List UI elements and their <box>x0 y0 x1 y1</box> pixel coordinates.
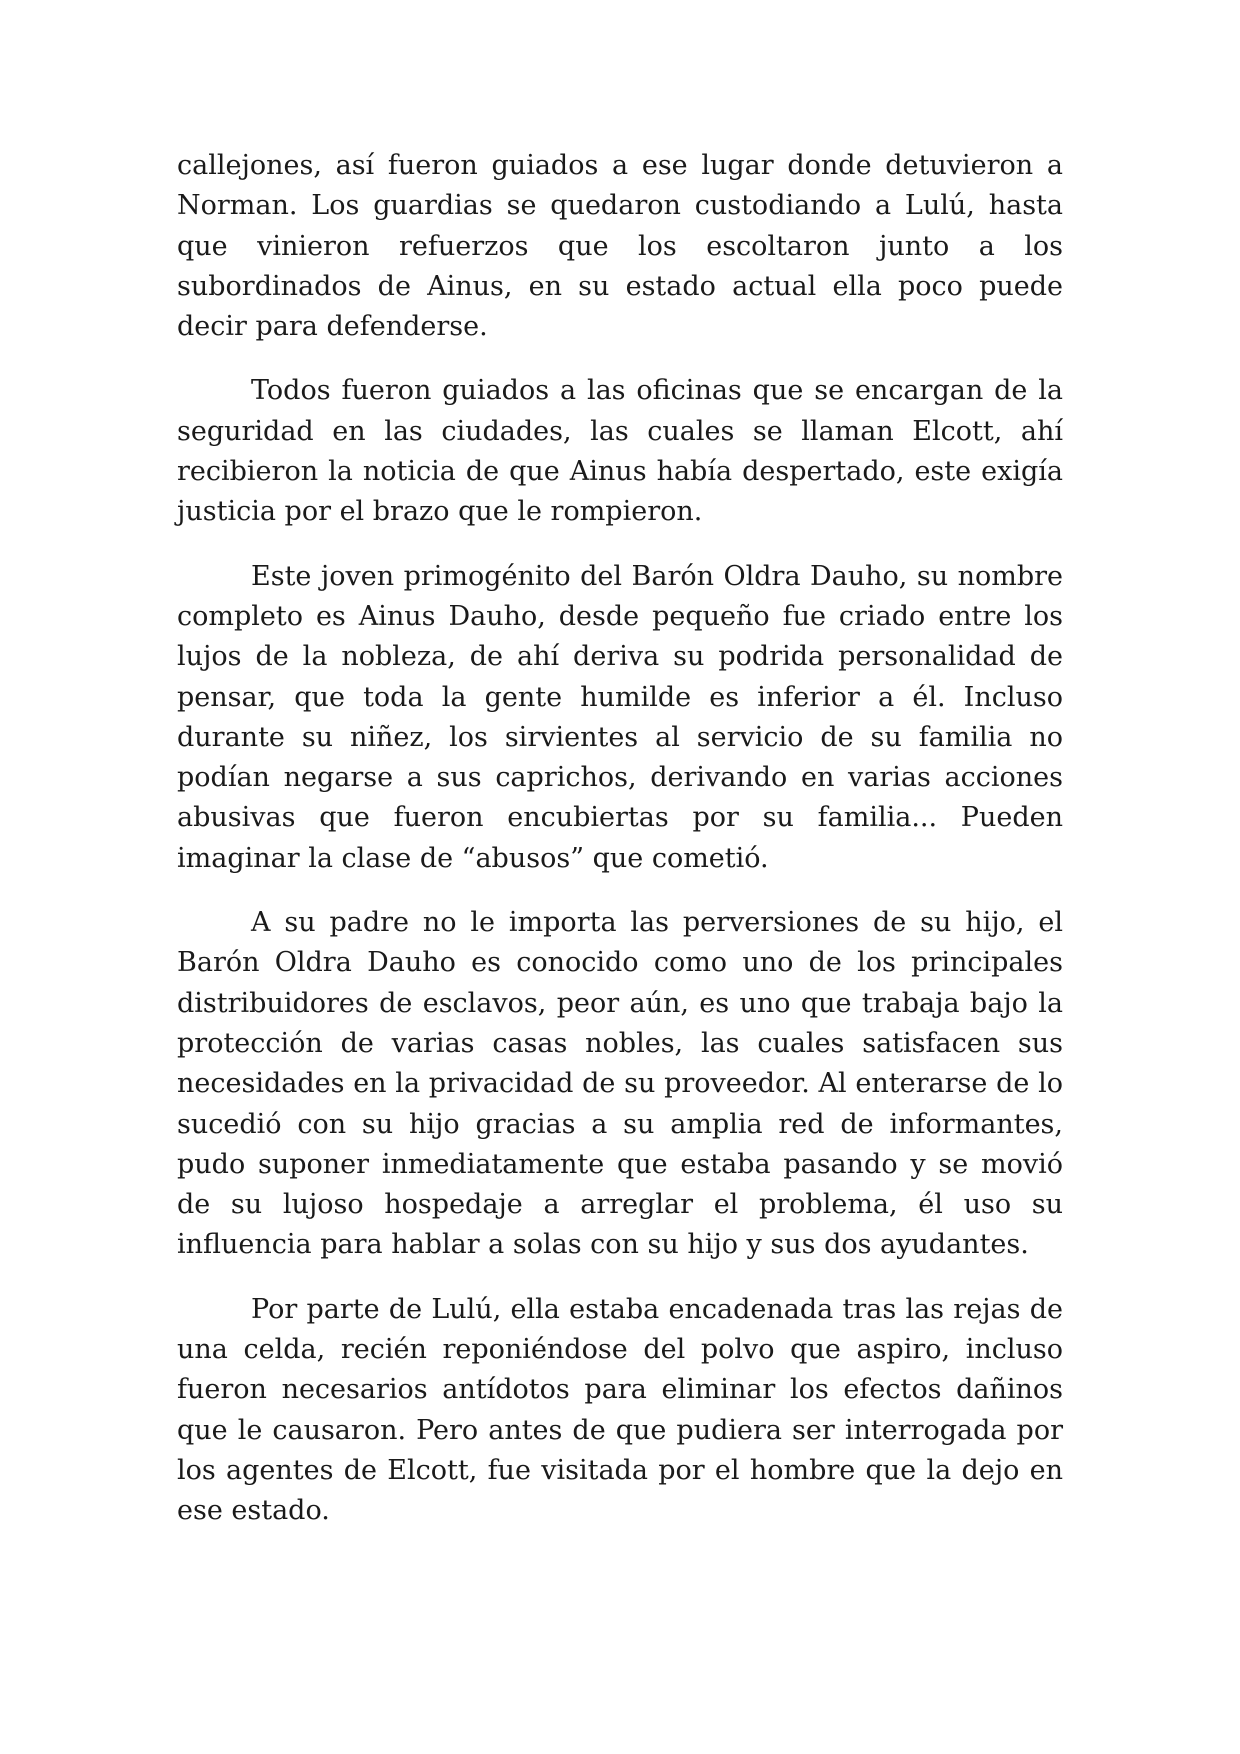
paragraph-2: Todos fueron guiados a las oficinas que se encargan de la seguridad en las ciudades, las cuales se llaman Elcott, ahí recibieron la noticia de que Ainus había despertado, este exigía justicia por el brazo que le rompieron. <box>177 375 1063 528</box>
paragraph-3: Este joven primogénito del Barón Oldra Dauho, su nombre completo es Ainus Dauho, desde pequeño fue criado entre los lujos de la nobleza, de ahí deriva su podrida personalidad de pensar, que toda la gente humilde es inferior a él. Incluso durante su niñez, los sirvientes al servicio de su familia no podían negarse a sus caprichos, derivando en varias acciones abusivas que fueron encubiertas por su familia... Pueden imaginar la clase de “abusos” que cometió. <box>177 560 1063 874</box>
paragraph-1: callejones, así fueron guiados a ese lugar donde detuvieron a Norman. Los guardias se quedaron custodiando a Lulú, hasta que vinieron refuerzos que los escoltaron junto a los subordinados de Ainus, en su estado actual ella poco puede decir para defenderse. <box>177 150 1063 343</box>
document-page <box>177 146 1063 1556</box>
paragraph-5: Por parte de Lulú, ella estaba encadenada tras las rejas de una celda, recién reponiéndose del polvo que aspiro, incluso fueron necesarios antídotos para eliminar los efectos dañinos que le causaron. Pero antes de que pudiera ser interrogada por los agentes de Elcott, fue visitada por el hombre que la dejo en ese estado. <box>177 1293 1063 1527</box>
paragraph-4: A su padre no le importa las perversiones de su hijo, el Barón Oldra Dauho es conocido como uno de los principales distribuidores de esclavos, peor aún, es uno que trabaja bajo la protección de varias casas nobles, las cuales satisfacen sus necesidades en la privacidad de su proveedor. Al enterarse de lo sucedió con su hijo gracias a su amplia red de informantes, pudo suponer inmediatamente que estaba pasando y se movió de su lujoso hospedaje a arreglar el problema, él uso su influencia para hablar a solas con su hijo y sus dos ayudantes. <box>177 907 1063 1261</box>
